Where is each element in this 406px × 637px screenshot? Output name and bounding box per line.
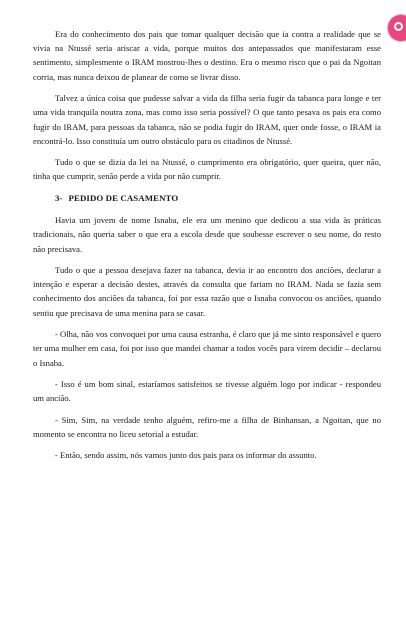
paragraph: Tudo o que a pessoa desejava fazer na tabanca, devia ir ao encontro dos anciões, declarar a intenção e esperar a decisão destes, através da consulta que fariam no IRAM. Nada se fazia sem conhecimento dos anciões da tabanca, foi por essa razão que o Isnaba convocou os anciões, quando sentiu que precisava de uma menina para se casar. [33, 265, 381, 318]
section-heading [33, 191, 381, 205]
document-body [33, 27, 381, 470]
section-number: 3- [55, 192, 63, 203]
paragraph: Talvez a única coisa que pudesse salvar a vida da filha seria fugir da tabanca para longe e ter uma vida tranquila noutra zona, mas como isso seria possível? O que tanto pesava os pais era como fugir do IRAM, para pessoas da tabanca, não se podia fugir do IRAM, quer onde fosse, o IRAM ia encontrá-lo. Isso constituía um outro obstáculo para os citadinos de Ntussé. [33, 93, 381, 146]
paragraph: Havia um jovem de nome Isnaba, ele era um menino que dedicou a sua vida às práticas tradicionais, não queria saber o que era a escola desde que soubesse escrever o seu nome, do resto não precisava. [33, 215, 381, 254]
dialogue-paragraph: - Isso é um bom sinal, estaríamos satisfeitos se tivesse alguém logo por indicar - respondeu um ancião. [33, 379, 381, 404]
corner-badge-button[interactable] [388, 15, 406, 41]
paragraph: Era do conhecimento dos pais que tomar qualquer decisão que ia contra a realidade que se vivia na Ntussé seria ariscar a vida, porque muitos dos antepassados que manifestaram esse sentimento, simplesmente o IRAM mostrou-lhes o destino. Era o mesmo risco que o pai da Ngoitan corria, mas nunca deixou de planear de como se livrar disso. [33, 29, 381, 82]
dialogue-paragraph: - Olha, não vos convoquei por uma causa estranha, é claro que já me sinto responsável e quero ter uma mulher em casa, foi por isso que mandei chamar a todos vocês para virem decidir – declarou o Isnaba. [33, 329, 381, 368]
section-title: PEDIDO DE CASAMENTO [68, 192, 179, 203]
dialogue-paragraph: - Então, sendo assim, nós vamos junto dos pais para os informar do assunto. [55, 450, 317, 461]
dialogue-paragraph: - Sim, Sim, na verdade tenho alguém, refiro-me a filha de Binhansan, a Ngoitan, que no momento se encontra no liceu setorial a estudar. [33, 414, 381, 439]
circle-icon [394, 22, 403, 31]
paragraph: Tudo o que se dizia da lei na Ntussé, o cumprimento era obrigatório, quer queira, quer não, tinha que cumprir, senão perde a vida por não cumprir. [33, 157, 381, 182]
